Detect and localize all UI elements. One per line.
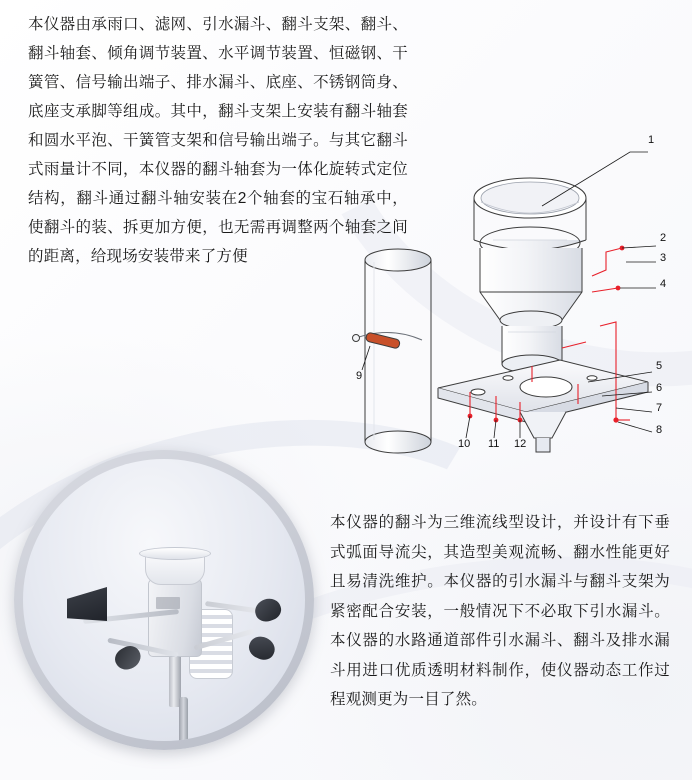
callout-9: 9 — [356, 370, 363, 382]
cylinder-body-part — [365, 249, 431, 453]
callout-6: 6 — [656, 382, 663, 394]
callout-12: 12 — [514, 438, 527, 450]
drain-funnel-part — [520, 412, 566, 452]
callout-10: 10 — [458, 438, 471, 450]
rain-collector-part — [474, 178, 586, 250]
callout-1: 1 — [648, 134, 655, 146]
paragraph-top: 本仪器由承雨口、滤网、引水漏斗、翻斗支架、翻斗、翻斗轴套、倾角调节装置、水平调节装置、恒磁钢、干簧管、信号输出端子、排水漏斗、底座、不锈钢筒身、底座支承脚等组成。其中，翻斗支架上安装有翻斗轴套和圆水平泡、干簧管支架和信号输出端子。与其它翻斗式雨量计不同，本仪器的翻斗轴套为一体化旋转式定位结构，翻斗通过翻斗轴安装在2个轴套的宝石轴承中，使翻斗的装、拆更加方便，也无需再调整两个轴套之间的距离，给现场安装带来了方便 — [28, 16, 408, 265]
callout-5: 5 — [656, 360, 663, 372]
upper-housing-part — [480, 248, 582, 329]
funnel-rim-graphic — [139, 547, 211, 560]
callout-7: 7 — [656, 402, 663, 414]
callout-3: 3 — [660, 252, 667, 264]
anemometer-cup-2-graphic — [246, 633, 279, 664]
photo-inner — [23, 459, 305, 741]
assembly-diagram — [330, 120, 692, 490]
weather-station-photo — [14, 450, 314, 750]
cable-graphic — [179, 697, 188, 741]
reed-switch-part — [353, 332, 423, 349]
wind-vane-fin-graphic — [67, 587, 107, 621]
anemometer-cup-1-graphic — [252, 596, 284, 625]
paragraph-bottom: 本仪器的翻斗为三维流线型设计，并设计有下垂式弧面导流尖，其造型美观流畅、翻水性能更好且易清洗维护。本仪器的引水漏斗与翻斗支架为紧密配合安装，一般情况下不必取下引水漏斗。本仪器的水路通道部件引水漏斗、翻斗及排水漏斗用进口优质透明材料制作，使仪器动态工作过程观测更为一目了然。 — [330, 514, 670, 708]
assembly-diagram-svg — [330, 120, 692, 490]
callout-4: 4 — [660, 278, 667, 290]
callout-8: 8 — [656, 424, 663, 436]
callout-2: 2 — [660, 232, 667, 244]
callout-11: 11 — [488, 438, 500, 450]
sensor-label-graphic — [156, 597, 180, 609]
